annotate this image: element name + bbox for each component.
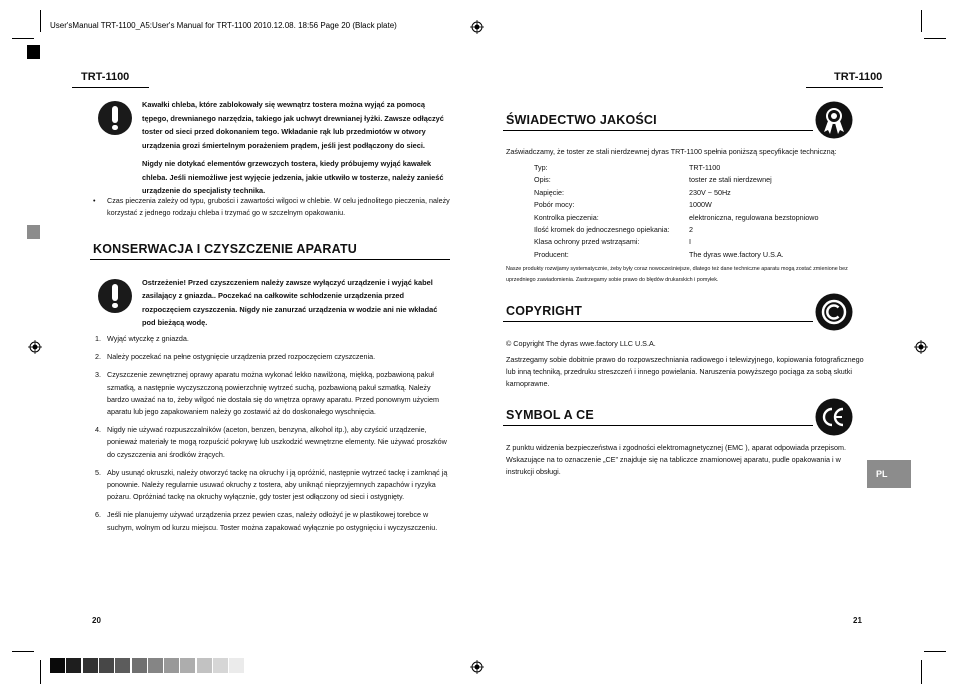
registration-mark-icon xyxy=(470,20,484,34)
gray-swatch xyxy=(180,658,195,673)
list-number: 2. xyxy=(95,352,101,362)
spec-value: I xyxy=(689,237,691,247)
section-rule xyxy=(503,425,813,426)
spec-label: Kontrolka pieczenia: xyxy=(534,212,599,222)
gray-swatch xyxy=(213,658,228,673)
gray-swatch xyxy=(197,658,212,673)
page-number-right: 21 xyxy=(853,616,862,625)
list-number: 4. xyxy=(95,425,101,435)
bullet-marker: • xyxy=(93,196,96,205)
crop-mark xyxy=(924,38,946,39)
gray-swatch xyxy=(148,658,163,673)
section-rule xyxy=(503,130,813,131)
spec-label: Producent: xyxy=(534,249,569,259)
quality-note: Nasze produkty rozwijamy systematycznie, żeby były coraz nowocześniejsze, dlatego też dane techniczne aparatu mogą zostać zmienione bez uprzedniego zawiadomienia. Zastrzegamy sobie prawo do błędów drukarskich i pomyłek. xyxy=(506,266,848,283)
gray-swatch xyxy=(50,658,65,673)
section-title-ce: SYMBOL A CE xyxy=(506,408,594,422)
section-title-quality: ŚWIADECTWO JAKOŚCI xyxy=(506,113,657,127)
list-text: Czyszczenie zewnętrznej oprawy aparatu można wykonać lekko nawilżoną, miękką, pozbawioną pakuł szmatką, a następnie wyczyszczoną powierzchnię wytrzeć suchą, pozbawioną pakuł szmatką. Należy bardzo uważać na to, żeby wilgoć nie dostała się do wnętrza oprawy aparatu. Przed ponownym użyciem aparatu lub jego zapakowaniem należy go zostawić aż do doskonałego wyschnięcia. xyxy=(107,370,439,417)
right-page-header: TRT-1100 xyxy=(834,71,883,83)
warning-paragraph: Nigdy nie dotykać elementów grzewczych tostera, kiedy próbujemy wyjąć kawałek chleba. Jeśli niemożliwe jest wyjęcie jedzenia, jakie utkwiło w tosterze, należy zanieść urządzenie do specjalisty technika. xyxy=(142,159,444,195)
spec-row xyxy=(534,187,864,199)
crop-mark xyxy=(921,660,922,684)
header-rule xyxy=(72,87,149,88)
spec-value: The dyras wwe.factory U.S.A. xyxy=(689,249,784,259)
color-square-gray xyxy=(27,225,40,239)
spec-row xyxy=(534,212,864,224)
exclamation-icon xyxy=(98,101,132,135)
gray-swatch xyxy=(132,658,147,673)
list-item xyxy=(95,424,450,461)
bullet-item xyxy=(95,195,450,219)
spec-value: elektroniczna, regulowana bezstopniowo xyxy=(689,212,819,222)
spec-value: 230V ~ 50Hz xyxy=(689,187,731,197)
spec-value: 2 xyxy=(689,224,693,234)
list-number: 5. xyxy=(95,467,101,477)
list-item xyxy=(95,509,450,533)
list-text: Wyjąć wtyczkę z gniazda. xyxy=(107,334,189,343)
page-number-left: 20 xyxy=(92,616,101,625)
list-number: 1. xyxy=(95,334,101,343)
list-text: Jeśli nie planujemy używać urządzenia przez pewien czas, należy odłożyć je w plastikowej torebce w suchym, wolnym od kurzu miejscu. Toster można zapakować wyłącznie po ostygnięciu i wyczyszczeniu. xyxy=(107,510,438,532)
print-slug: User'sManual TRT-1100_A5:User's Manual for TRT-1100 2010.12.08. 18:56 Page 20 (Black plate) xyxy=(50,21,397,30)
registration-mark-icon xyxy=(28,340,42,354)
spec-label: Pobór mocy: xyxy=(534,200,575,210)
crop-mark xyxy=(40,10,41,32)
exclamation-icon xyxy=(98,279,132,313)
spec-value: 1000W xyxy=(689,200,712,210)
crop-mark xyxy=(924,651,946,652)
left-page-header: TRT-1100 xyxy=(81,71,130,83)
spec-row xyxy=(534,199,864,211)
spec-row xyxy=(534,224,864,236)
gray-swatch xyxy=(66,658,81,673)
copyright-text: Zastrzegamy sobie dobitnie prawo do rozpowszechniania radiowego i telewizyjnego, kopiowania fotograficznego lub inną techniką, przedruku streszczeń i innego powielania. Naruszenia powyższego pociąga za sobą skutki karnoprawne. xyxy=(506,355,864,389)
warning-block-2: Ostrzeżenie! Przed czyszczeniem należy zawsze wyłączyć urządzenie i wyjąć kabel zasilający z gniazda.. Poczekać na całkowite schłodzenie urządzenia przed rozpoczęciem czyszczenia. Nigdy nie zanurzać urządzenia w wodzie ani nie wkładać pod bieżącą wodę. xyxy=(142,278,438,327)
spec-label: Klasa ochrony przed wstrząsami: xyxy=(534,237,640,247)
list-text: Nigdy nie używać rozpuszczalników (aceton, benzen, benzyna, alkohol itp.), aby czyścić urządzenie, ponieważ materiały te mogą rozpuścić pokrywę lub uszkodzić wewnętrzne elementy. Nie używać proszków do czyszczenia ani środków żrących. xyxy=(107,425,447,459)
ce-mark-icon xyxy=(815,398,853,436)
copyright-line: © Copyright The dyras wwe.factory LLC U.S.A. xyxy=(506,339,656,348)
list-number: 6. xyxy=(95,510,101,520)
ce-text: Z punktu widzenia bezpieczeństwa i zgodności elektromagnetycznej (EMC ), aparat odpowiada przepisom. Wskazujące na to oznaczenie „CE” znajduje się na tabliczce znamionowej aparatu, pudle opakowania i w instrukcji obsługi. xyxy=(506,443,846,477)
header-rule xyxy=(806,87,883,88)
gray-swatch xyxy=(83,658,98,673)
gray-swatch xyxy=(99,658,114,673)
list-item xyxy=(95,369,450,418)
registration-mark-icon xyxy=(470,660,484,674)
crop-mark xyxy=(40,660,41,684)
bullet-text: Czas pieczenia zależy od typu, grubości i zawartości wilgoci w chlebie. W celu jednolitego pieczenia, należy korzystać z jednego rodzaju chleba i trzymać go w szczelnym opakowaniu. xyxy=(107,196,450,218)
language-tab-pl: PL xyxy=(867,460,911,488)
list-item xyxy=(95,467,450,504)
section-rule xyxy=(503,321,813,322)
spec-row xyxy=(534,249,864,261)
gray-swatch xyxy=(229,658,244,673)
spec-row xyxy=(534,236,864,248)
color-square-black xyxy=(27,45,40,59)
registration-mark-icon xyxy=(914,340,928,354)
spec-table xyxy=(534,162,864,261)
spec-row xyxy=(534,174,864,186)
section-rule xyxy=(90,259,450,260)
spec-row xyxy=(534,162,864,174)
spec-label: Opis: xyxy=(534,175,551,185)
section-title-maintenance: KONSERWACJA I CZYSZCZENIE APARATU xyxy=(93,242,358,256)
crop-mark xyxy=(12,651,34,652)
cleaning-steps-list xyxy=(95,333,450,540)
list-text: Aby usunąć okruszki, należy otworzyć tackę na okruchy i ją opróżnić, następnie wytrzeć tackę i zamknąć ją ponownie. Należy regularnie usuwać okruchy z tostera, aby uniknąć nieprzyjemnych zapachów i ryzyka pożaru. Opróżniać tackę na okruchy wyłącznie, gdy toster jest odłączony od sieci i ostygnięty. xyxy=(107,467,448,502)
spec-value: toster ze stali nierdzewnej xyxy=(689,175,772,185)
gray-swatch xyxy=(164,658,179,673)
gray-swatch xyxy=(115,658,130,673)
spec-label: Typ: xyxy=(534,163,548,172)
quality-intro: Zaświadczamy, że toster ze stali nierdzewnej dyras TRT-1100 spełnia poniższą specyfikacje techniczną: xyxy=(506,147,837,156)
spec-label: Napięcie: xyxy=(534,187,564,197)
copyright-icon xyxy=(815,293,853,331)
list-text: Należy poczekać na pełne ostygnięcie urządzenia przed rozpoczęciem czyszczenia. xyxy=(107,352,376,362)
section-title-copyright: COPYRIGHT xyxy=(506,304,583,318)
list-number: 3. xyxy=(95,370,101,380)
rosette-icon xyxy=(815,101,853,139)
crop-mark xyxy=(12,38,34,39)
list-item xyxy=(95,333,450,345)
spec-label: Ilość kromek do jednoczesnego opiekania: xyxy=(534,224,670,234)
spec-value: TRT-1100 xyxy=(689,163,721,172)
crop-mark xyxy=(921,10,922,32)
list-item xyxy=(95,351,450,363)
warning-block-1 xyxy=(142,98,452,203)
warning-paragraph: Kawałki chleba, które zablokowały się wewnątrz tostera można wyjąć za pomocą tępego, drewnianego narzędzia, takiego jak uchwyt drewnianej łyżki. Zawsze odłączyć toster od sieci przed dokonaniem tego. Wkładanie rąk lub przedmiotów w otwory urządzenia grozi śmiertelnym porażeniem prądem, jeśli jest podłączony do sieci. xyxy=(142,100,444,150)
